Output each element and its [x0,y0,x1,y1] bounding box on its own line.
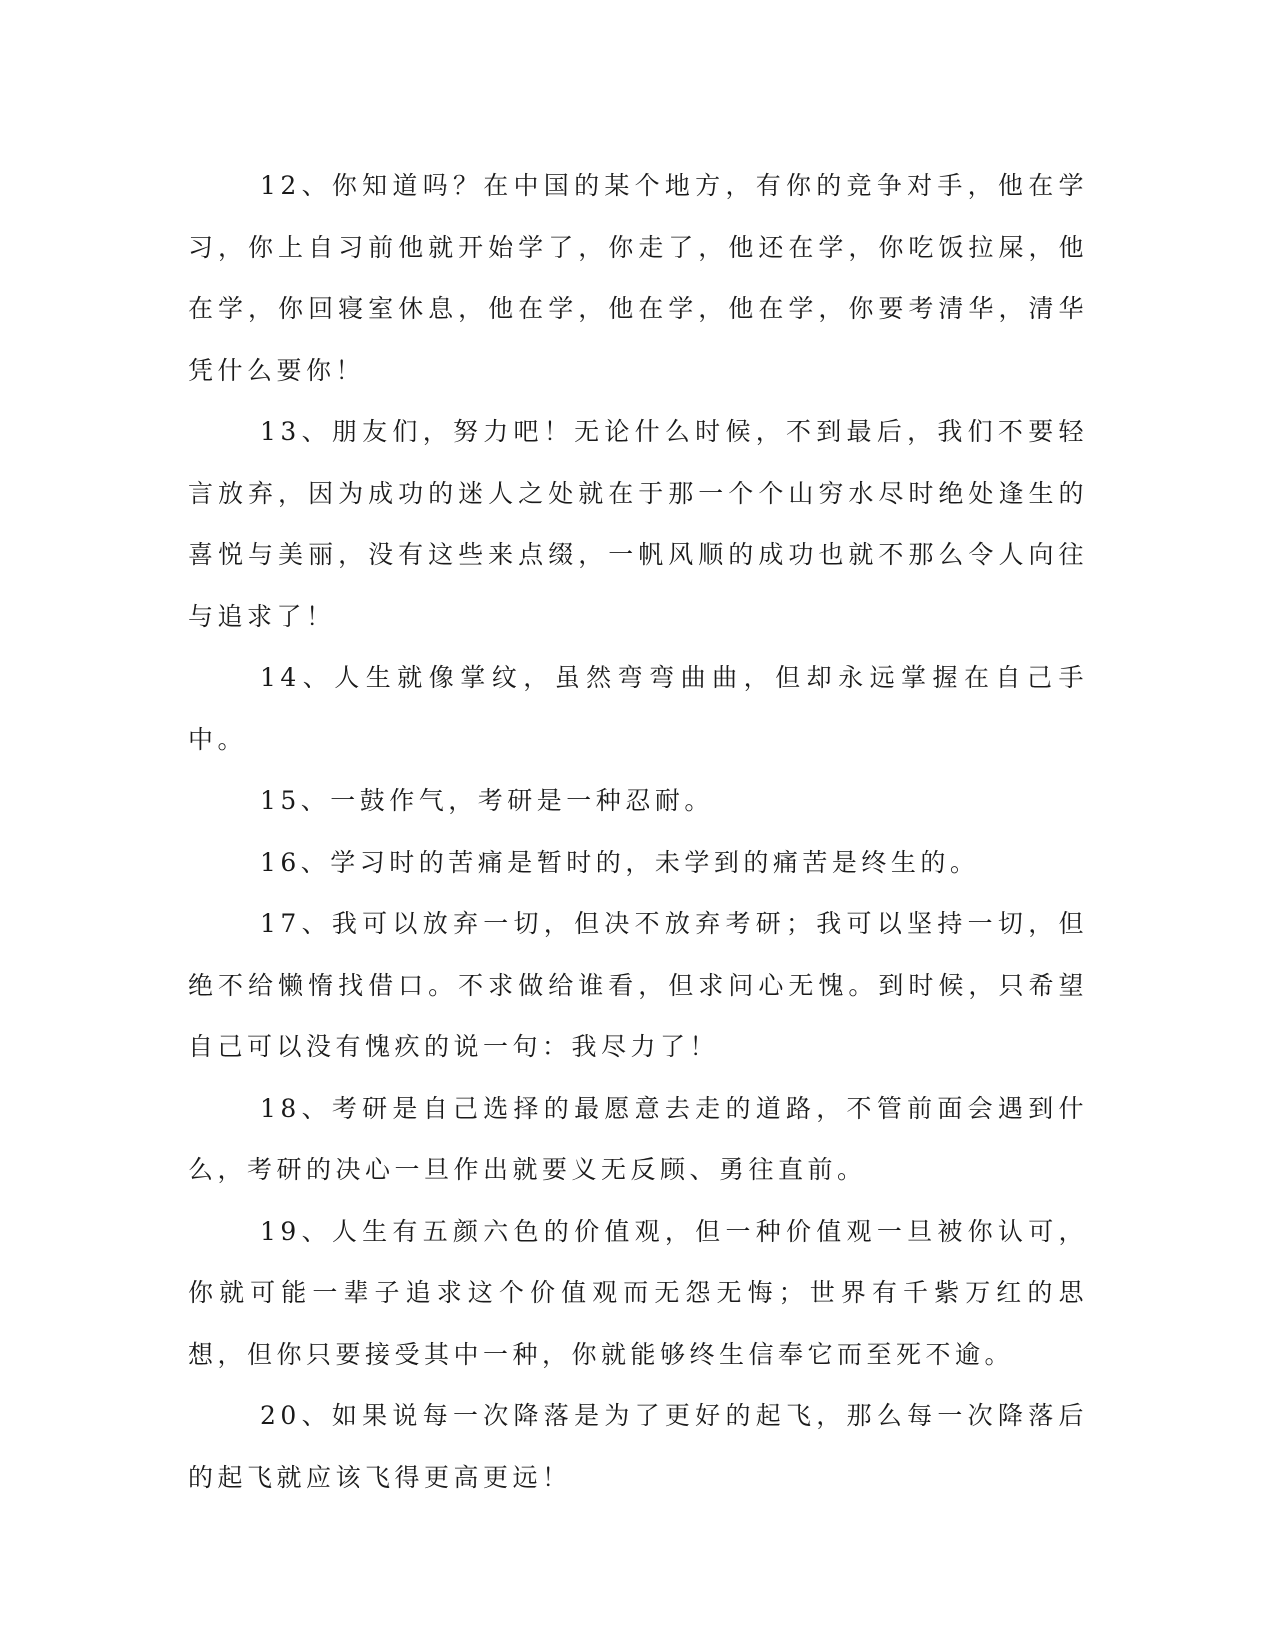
paragraph-13: 13、朋友们，努力吧！无论什么时候，不到最后，我们不要轻言放弃，因为成功的迷人之处就在于那一个个山穷水尽时绝处逢生的喜悦与美丽，没有这些来点缀，一帆风顺的成功也就不那么令人向往与追求了！ [188,417,1088,631]
paragraph-18: 18、考研是自己选择的最愿意去走的道路，不管前面会遇到什么，考研的决心一旦作出就要义无反顾、勇往直前。 [188,1093,1088,1184]
paragraph-20: 20、如果说每一次降落是为了更好的起飞，那么每一次降落后的起飞就应该飞得更高更远！ [188,1401,1088,1492]
paragraph-14: 14、人生就像掌纹，虽然弯弯曲曲，但却永远掌握在自己手中。 [188,663,1088,754]
paragraph-12: 12、你知道吗？在中国的某个地方，有你的竞争对手，他在学习，你上自习前他就开始学了，你走了，他还在学，你吃饭拉屎，他在学，你回寝室休息，他在学，他在学，他在学，你要考清华，清华凭什么要你！ [188,171,1088,385]
paragraph-19: 19、人生有五颜六色的价值观，但一种价值观一旦被你认可，你就可能一辈子追求这个价值观而无怨无悔；世界有千紫万红的思想，但你只要接受其中一种，你就能够终生信奉它而至死不逾。 [188,1216,1088,1369]
paragraph-16: 16、学习时的苦痛是暂时的，未学到的痛苦是终生的。 [260,847,980,877]
paragraph-15: 15、一鼓作气，考研是一种忍耐。 [260,786,714,815]
document-body [188,155,1088,1508]
paragraph-17: 17、我可以放弃一切，但决不放弃考研；我可以坚持一切，但绝不给懒惰找借口。不求做给谁看，但求问心无愧。到时候，只希望自己可以没有愧疚的说一句：我尽力了！ [188,909,1088,1061]
